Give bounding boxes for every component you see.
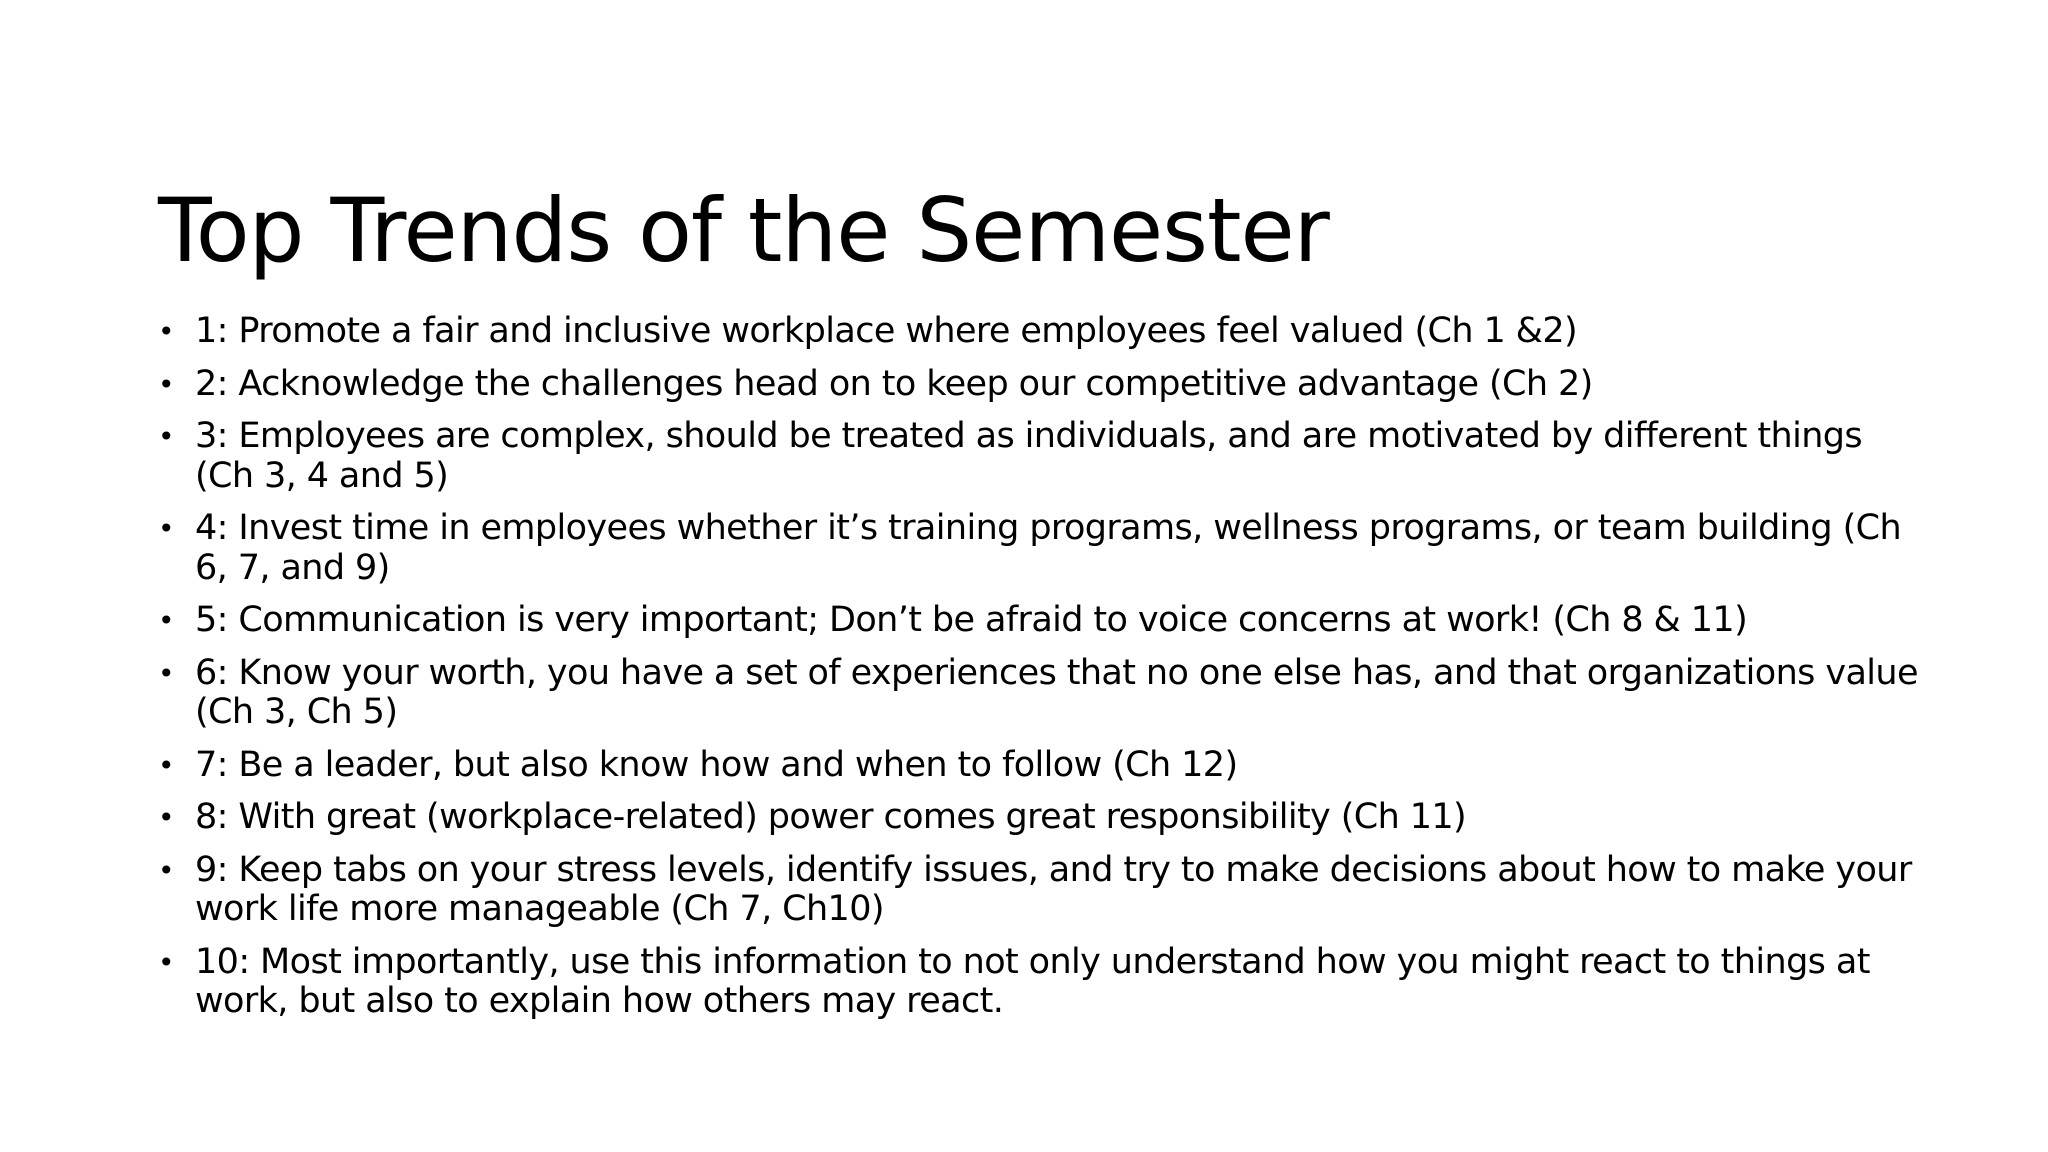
- list-item-text: 4: Invest time in employees whether it’s training programs, wellness programs, or team building (Ch 6, 7, and 9): [195, 508, 1902, 588]
- list-item: [158, 509, 1918, 588]
- list-item-text: 9: Keep tabs on your stress levels, identify issues, and try to make decisions about how to make your work life more manageable (Ch 7, Ch10): [195, 849, 1912, 929]
- list-item: [158, 746, 1918, 786]
- bullet-icon: •: [158, 367, 174, 401]
- list-item: [158, 312, 1918, 352]
- bullet-icon: •: [158, 748, 174, 782]
- bullet-icon: •: [158, 945, 174, 979]
- bullet-icon: •: [158, 420, 174, 453]
- list-item-text: 8: With great (workplace-related) power comes great responsibility (Ch 11): [195, 797, 1467, 837]
- list-item: [158, 365, 1918, 405]
- list-item-text: 3: Employees are complex, should be treated as individuals, and are motivated by different things (Ch 3, 4 and 5): [195, 416, 1863, 496]
- bullet-icon: •: [158, 604, 174, 637]
- slide-title: Top Trends of the Semester: [158, 178, 1329, 282]
- bullet-icon: •: [158, 315, 174, 348]
- list-item: [158, 851, 1918, 930]
- list-item: [158, 654, 1918, 733]
- list-item-text: 10: Most importantly, use this information to not only understand how you might react to things at work, but also to explain how others may react.: [195, 941, 1870, 1021]
- list-item-text: 5: Communication is very important; Don’t be afraid to voice concerns at work! (Ch 8 & 11): [195, 600, 1748, 640]
- bullet-icon: •: [158, 656, 174, 690]
- bullet-icon: •: [158, 801, 174, 834]
- list-item: [158, 417, 1918, 496]
- list-item-text: 1: Promote a fair and inclusive workplace where employees feel valued (Ch 1 &2): [195, 311, 1578, 351]
- bullet-icon: •: [158, 853, 174, 887]
- bullet-icon: •: [158, 512, 174, 545]
- bullet-list: [158, 312, 1918, 1035]
- list-item-text: 2: Acknowledge the challenges head on to keep our competitive advantage (Ch 2): [195, 363, 1593, 404]
- list-item: [158, 601, 1918, 641]
- list-item: [158, 943, 1918, 1022]
- list-item-text: 7: Be a leader, but also know how and when to follow (Ch 12): [195, 744, 1238, 785]
- list-item: [158, 798, 1918, 838]
- list-item-text: 6: Know your worth, you have a set of experiences that no one else has, and that organizations value (Ch 3, Ch 5): [195, 652, 1918, 732]
